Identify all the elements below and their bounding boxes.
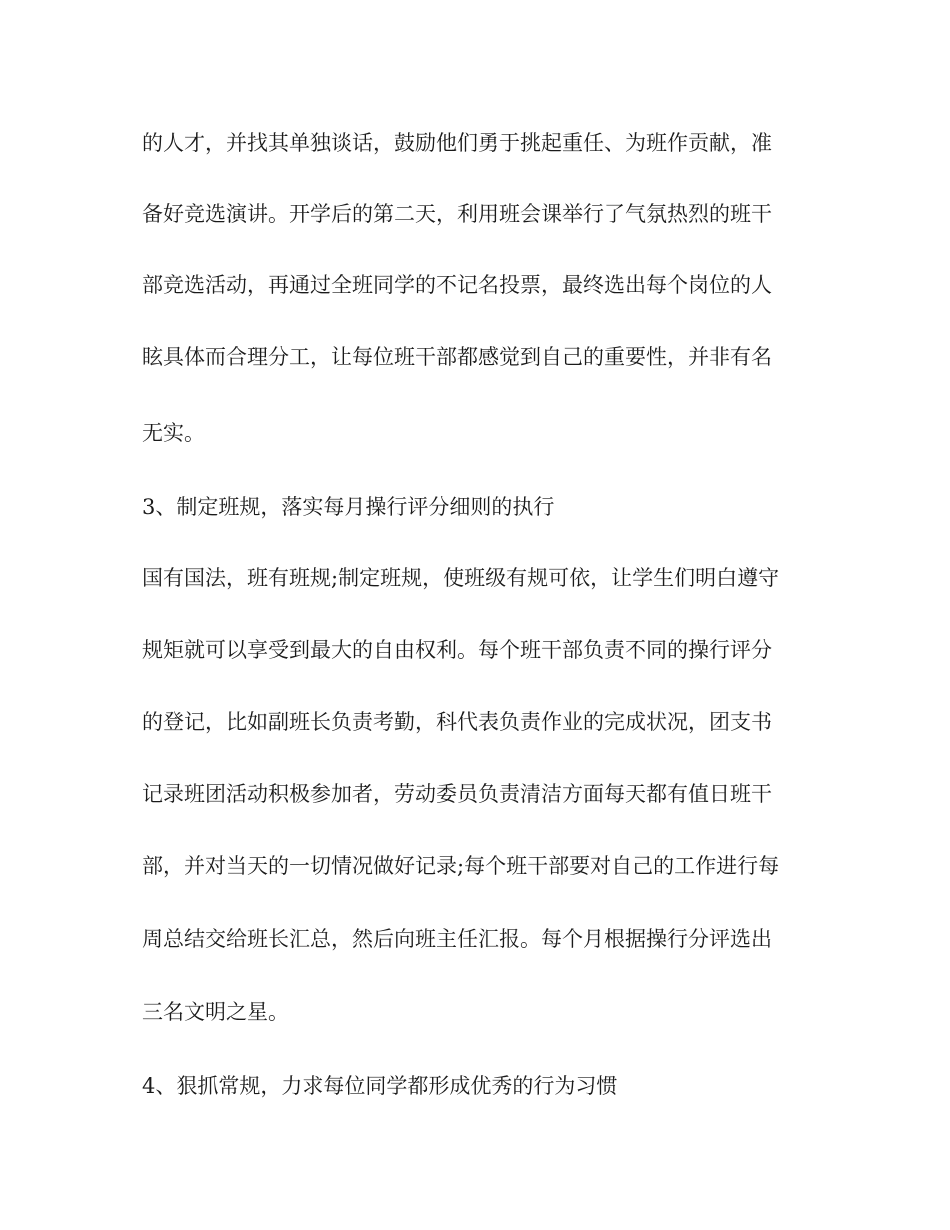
section-heading: 3、制定班规，落实每月操行评分细则的执行 — [142, 495, 555, 519]
paragraph-line: 规矩就可以享受到最大的自由权利。每个班干部负责不同的操行评分 — [142, 638, 772, 662]
paragraph-line: 眩具体而合理分工，让每位班干部都感觉到自己的重要性，并非有名 — [142, 345, 772, 369]
paragraph-line: 备好竞选演讲。开学后的第二天，利用班会课举行了气氛热烈的班干 — [142, 202, 772, 226]
paragraph-line: 的人才，并找其单独谈话，鼓励他们勇于挑起重任、为班作贡献，准 — [142, 131, 772, 155]
section-heading: 4、狠抓常规，力求每位同学都形成优秀的行为习惯 — [142, 1074, 618, 1098]
paragraph-line: 部，并对当天的一切情况做好记录;每个班干部要对自己的工作进行每 — [142, 854, 780, 878]
paragraph-line: 的登记，比如副班长负责考勤，科代表负责作业的完成状况，团支书 — [142, 710, 772, 734]
paragraph-line: 记录班团活动积极参加者，劳动委员负责清洁方面每天都有值日班干 — [142, 782, 772, 806]
paragraph-line: 三名文明之星。 — [142, 1000, 289, 1024]
paragraph-line: 部竞选活动，再通过全班同学的不记名投票，最终选出每个岗位的人 — [142, 273, 772, 297]
paragraph-line: 周总结交给班长汇总，然后向班主任汇报。每个月根据操行分评选出 — [142, 927, 772, 951]
paragraph-line: 无实。 — [142, 421, 205, 445]
paragraph-line: 国有国法，班有班规;制定班规，使班级有规可依，让学生们明白遵守 — [142, 566, 780, 590]
